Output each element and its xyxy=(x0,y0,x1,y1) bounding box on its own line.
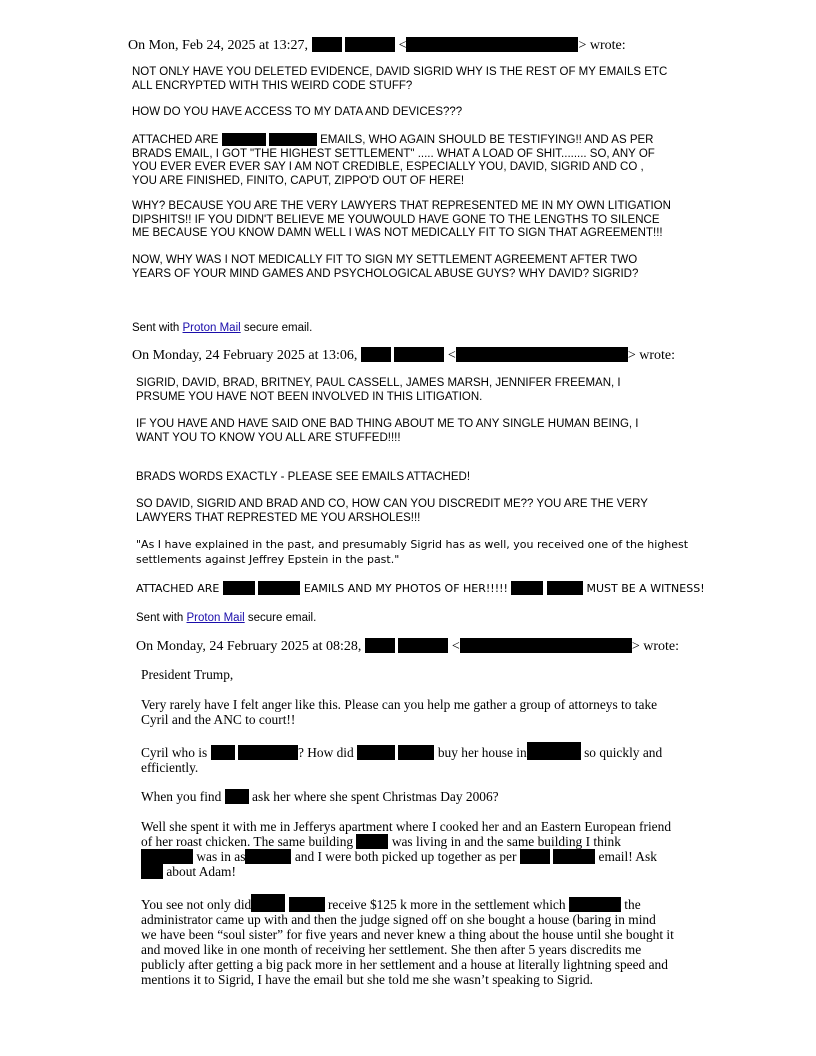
redaction xyxy=(258,581,300,595)
redaction xyxy=(245,849,291,864)
redaction xyxy=(225,789,249,804)
redaction xyxy=(398,638,448,653)
email-2-paragraph: BRADS WORDS EXACTLY - PLEASE SEE EMAILS ATTACHED! xyxy=(136,471,471,483)
email-2-paragraph: SIGRID, DAVID, BRAD, BRITNEY, PAUL CASSELL, JAMES MARSH, JENNIFER FREEMAN, I PRSUME YOU HAVE NOT BEEN INVOLVED IN THIS LITIGATION. xyxy=(136,377,621,403)
redaction xyxy=(456,347,628,362)
email-1-header: On Mon, Feb 24, 2025 at 13:27, < > wrote: xyxy=(128,38,626,53)
redaction xyxy=(345,37,395,52)
email-2-paragraph: SO DAVID, SIGRID AND BRAD AND CO, HOW CAN YOU DISCREDIT ME?? YOU ARE THE VERY LAWYERS THAT REPRESTED ME YOU ARSHOLES!!! xyxy=(136,498,648,524)
email-2-header: On Monday, 24 February 2025 at 13:06, < > wrote: xyxy=(132,348,675,363)
redaction xyxy=(357,745,395,760)
email-1-paragraph: NOW, WHY WAS I NOT MEDICALLY FIT TO SIGN MY SETTLEMENT AGREEMENT AFTER TWO YEARS OF YOUR MIND GAMES AND PSYCHOLOGICAL ABUSE GUYS? WHY DAVID? SIGRID? xyxy=(132,254,639,280)
redaction xyxy=(211,745,235,760)
email-3-paragraph: Well she spent it with me in Jefferys apartment where I cooked her and an Eastern European friend of her roast chicken. The same building was living in and the same building I think was in as and I were both picked up together as per email! Ask about Adam! xyxy=(141,819,672,879)
email-3-paragraph: You see not only did receive $125 k more in the settlement which the administrator came up with and then the judge signed off on she bought a house (baring in mind we have been “soul sister” for five years and never knew a thing about the house until she bought it and moved like in one month of receiving her settlement. She then after 5 years discredits me publicly after getting a big pack more in her settlement and a house at literally lightning speed and mentions it to Sigrid, I have the email but she told me she wasn’t speaking to Sigrid. xyxy=(141,894,674,987)
email-2-signature: Sent with Proton Mail secure email. xyxy=(136,612,317,624)
redaction xyxy=(398,745,434,760)
redaction xyxy=(527,742,581,760)
email-1-paragraph: HOW DO YOU HAVE ACCESS TO MY DATA AND DEVICES??? xyxy=(132,106,463,118)
redaction xyxy=(251,894,285,912)
email-1-paragraph: WHY? BECAUSE YOU ARE THE VERY LAWYERS THAT REPRESENTED ME IN MY OWN LITIGATION DIPSHITS!! IF YOU DIDN'T BELIEVE ME YOUWOULD HAVE GONE TO THE LENGTHS TO SILENCE ME BECAUSE YOU KNOW DAMN WELL I WAS NOT MEDICALLY FIT TO SIGN THAT AGREEMENT!!! xyxy=(132,200,671,240)
email-2-quote: "As I have explained in the past, and presumably Sigrid has as well, you received one of the highest settlements against Jeffrey Epstein in the past." xyxy=(136,538,689,566)
email-3-greeting: President Trump, xyxy=(141,667,234,682)
redaction xyxy=(361,347,391,362)
redaction xyxy=(547,581,583,595)
redaction xyxy=(460,638,632,653)
email-2-paragraph: ATTACHED ARE EAMILS AND MY PHOTOS OF HER!!!!! MUST BE A WITNESS! xyxy=(136,582,705,595)
redaction xyxy=(238,745,298,760)
redaction xyxy=(289,897,325,912)
email-1-signature: Sent with Proton Mail secure email. xyxy=(132,322,313,334)
redaction xyxy=(406,37,578,52)
redaction xyxy=(365,638,395,653)
redaction xyxy=(356,834,388,849)
email-3-header: On Monday, 24 February 2025 at 08:28, < > wrote: xyxy=(136,639,679,654)
redaction xyxy=(569,897,621,912)
redaction xyxy=(553,849,595,864)
email-1-paragraph: ATTACHED ARE EMAILS, WHO AGAIN SHOULD BE TESTIFYING!! AND AS PER BRADS EMAIL, I GOT "THE HIGHEST SETTLEMENT" ..... WHAT A LOAD OF SHIT........ SO, ANY OF YOU EVER EVER EVER SAY I AM NOT CREDIBLE, ESPECIALLY YOU, DAVID, SIGRID AND CO , YOU ARE FINISHED, FINITO, CAPUT, ZIPPO'D OUT OF HERE! xyxy=(132,134,655,187)
proton-mail-link[interactable]: Proton Mail xyxy=(182,322,241,334)
email-3-paragraph: Cyril who is ? How did buy her house in so quickly and efficiently. xyxy=(141,742,662,775)
proton-mail-link[interactable]: Proton Mail xyxy=(186,612,245,624)
redaction xyxy=(511,581,543,595)
redaction xyxy=(394,347,444,362)
redaction xyxy=(520,849,550,864)
email-1-paragraph: NOT ONLY HAVE YOU DELETED EVIDENCE, DAVID SIGRID WHY IS THE REST OF MY EMAILS ETC ALL ENCRYPTED WITH THIS WEIRD CODE STUFF? xyxy=(132,66,668,92)
redaction xyxy=(223,581,255,595)
email-2-paragraph: IF YOU HAVE AND HAVE SAID ONE BAD THING ABOUT ME TO ANY SINGLE HUMAN BEING, I WANT YOU TO KNOW YOU ALL ARE STUFFED!!!! xyxy=(136,418,639,444)
redaction xyxy=(141,849,193,864)
email-3-paragraph: When you find ask her where she spent Christmas Day 2006? xyxy=(141,789,499,804)
redaction xyxy=(222,133,266,146)
email-3-paragraph: Very rarely have I felt anger like this. Please can you help me gather a group of attorneys to take Cyril and the ANC to court!! xyxy=(141,697,658,727)
redaction xyxy=(269,133,317,146)
redaction xyxy=(141,864,163,879)
redaction xyxy=(312,37,342,52)
